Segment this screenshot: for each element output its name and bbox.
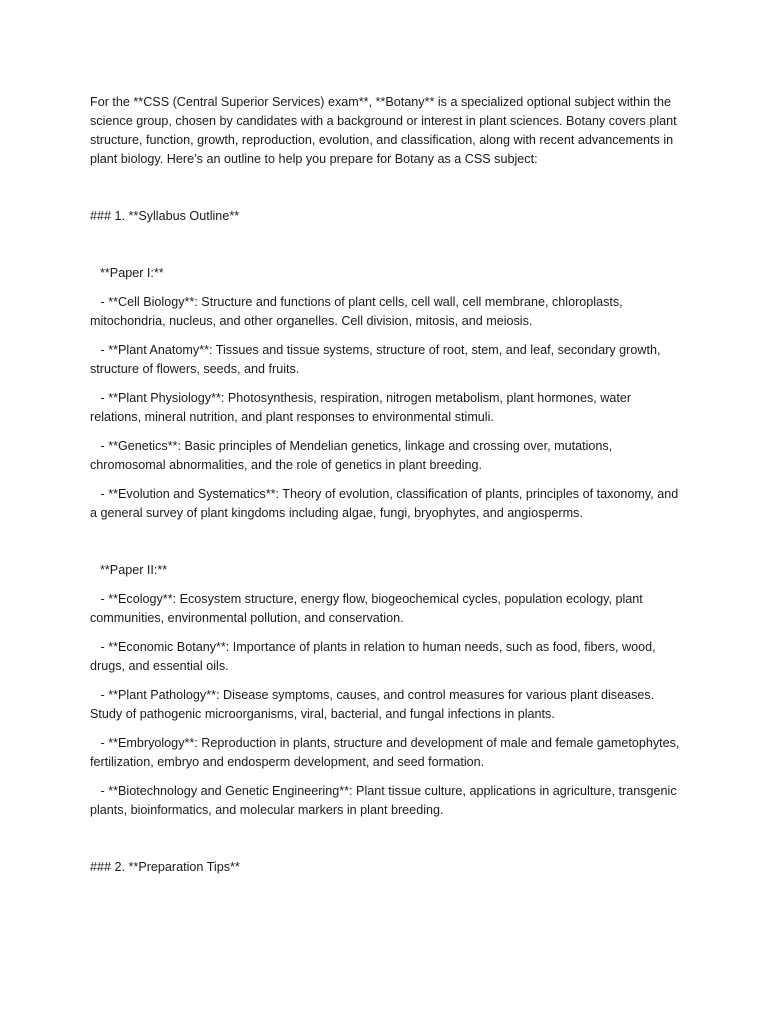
- list-item-genetics: - **Genetics**: Basic principles of Mendelian genetics, linkage and crossing over, mutations, chromosomal abnormalities, and the role of genetics in plant breeding.: [90, 439, 613, 472]
- list-item-plant-anatomy: - **Plant Anatomy**: Tissues and tissue systems, structure of root, stem, and leaf, secondary growth, structure of flowers, seeds, and fruits.: [90, 343, 661, 376]
- section-heading-preparation-tips: ### 2. **Preparation Tips**: [90, 860, 240, 874]
- intro-paragraph: For the **CSS (Central Superior Services) exam**, **Botany** is a specialized optional subject within the science group, chosen by candidates with a background or interest in plant sciences. Botany covers plant structure, function, growth, reproduction, evolution, and classification, along with recent advancements in plant biology. Here’s an outline to help you prepare for Botany as a CSS subject:: [90, 95, 677, 166]
- list-item-economic-botany: - **Economic Botany**: Importance of plants in relation to human needs, such as food, fibers, wood, drugs, and essential oils.: [90, 640, 656, 673]
- list-item-cell-biology: - **Cell Biology**: Structure and functions of plant cells, cell wall, cell membrane, chloroplasts, mitochondria, nucleus, and other organelles. Cell division, mitosis, and meiosis.: [90, 295, 623, 328]
- document-body: [90, 93, 680, 915]
- list-item-plant-pathology: - **Plant Pathology**: Disease symptoms, causes, and control measures for various plant diseases. Study of pathogenic microorganisms, viral, bacterial, and fungal infections in plants.: [90, 688, 655, 721]
- paper-2-title: **Paper II:**: [100, 563, 168, 577]
- section-heading-syllabus: ### 1. **Syllabus Outline**: [90, 209, 240, 223]
- list-item-biotechnology: - **Biotechnology and Genetic Engineering**: Plant tissue culture, applications in agriculture, transgenic plants, bioinformatics, and molecular markers in plant breeding.: [90, 784, 677, 817]
- list-item-plant-physiology: - **Plant Physiology**: Photosynthesis, respiration, nitrogen metabolism, plant hormones, water relations, mineral nutrition, and plant responses to environmental stimuli.: [90, 391, 632, 424]
- list-item-embryology: - **Embryology**: Reproduction in plants, structure and development of male and female gametophytes, fertilization, embryo and endosperm development, and seed formation.: [90, 736, 680, 769]
- list-item-evolution-systematics: - **Evolution and Systematics**: Theory of evolution, classification of plants, principles of taxonomy, and a general survey of plant kingdoms including algae, fungi, bryophytes, and angiosperms.: [90, 487, 679, 520]
- list-item-ecology: - **Ecology**: Ecosystem structure, energy flow, biogeochemical cycles, population ecology, plant communities, environmental pollution, and conservation.: [90, 592, 643, 625]
- paper-1-title: **Paper I:**: [100, 266, 164, 280]
